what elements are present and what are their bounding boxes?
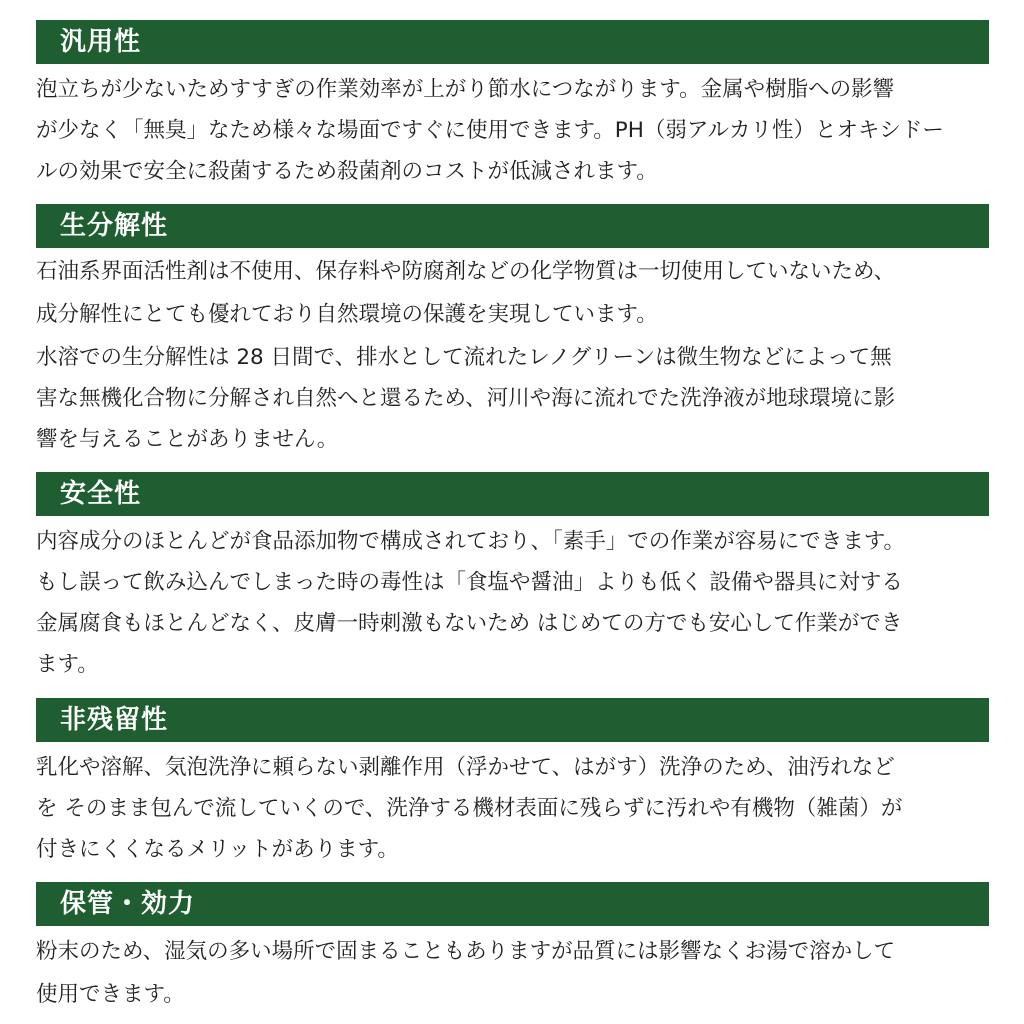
section-heading: 生分解性 [60, 211, 169, 241]
paragraph-line: ます。 [36, 652, 99, 677]
paragraph-line: 泡立ちが少ないためすすぎの作業効率が上がり節水につながります。金属や樹脂への影響 [36, 77, 895, 102]
section-heading-bar [36, 472, 989, 516]
paragraph-line: もし誤って飲み込んでしまった時の毒性は「食塩や醤油」よりも低く 設備や器具に対する [36, 570, 903, 595]
paragraph-line: 石油系界面活性剤は不使用、保存料や防腐剤などの化学物質は一切使用していないため、 [36, 259, 896, 284]
section-heading-bar [36, 20, 989, 64]
paragraph-line: 成分解性にとても優れており自然環境の保護を実現しています。 [36, 302, 658, 327]
paragraph-line: が少なく「無臭」なため様々な場面ですぐに使用できます。PH（弱アルカリ性）とオキシドー [36, 118, 944, 143]
paragraph-line: 付きにくくなるメリットがあります。 [36, 837, 399, 862]
section-heading-bar [36, 204, 989, 248]
paragraph-line: 使用できます。 [36, 982, 185, 1007]
paragraph-line: を そのまま包んで流していくので、洗浄する機材表面に残らずに汚れや有機物（雑菌）が [36, 796, 903, 821]
section-heading-bar [36, 698, 989, 742]
paragraph-line: ルの効果で安全に殺菌するため殺菌剤のコストが低減されます。 [36, 159, 658, 184]
paragraph-line: 内容成分のほとんどが食品添加物で構成されており、「素手」での作業が容易にできます。 [36, 529, 906, 554]
paragraph-line: 響を与えることがありません。 [36, 427, 339, 452]
paragraph-line: 害な無機化合物に分解され自然へと還るため、河川や海に流れでた洗浄液が地球環境に影 [36, 386, 896, 411]
paragraph-line: 粉末のため、湿気の多い場所で固まることもありますが品質には影響なくお湯で溶かして [36, 939, 896, 964]
section-heading: 汎用性 [60, 27, 142, 57]
section-heading: 非残留性 [60, 705, 169, 735]
paragraph-line: 乳化や溶解、気泡洗浄に頼らない剥離作用（浮かせて、はがす）洗浄のため、油汚れなど [36, 755, 895, 780]
section-heading-bar [36, 882, 989, 926]
paragraph-line: 水溶での生分解性は 28 日間で、排水として流れたレノグリーンは微生物などによって無 [36, 345, 892, 370]
paragraph-line: 金属腐食もほとんどなく、皮膚一時刺激もないため はじめての方でも安心して作業ができ [36, 611, 903, 636]
section-heading: 安全性 [60, 479, 142, 509]
section-heading: 保管・効力 [60, 889, 196, 919]
